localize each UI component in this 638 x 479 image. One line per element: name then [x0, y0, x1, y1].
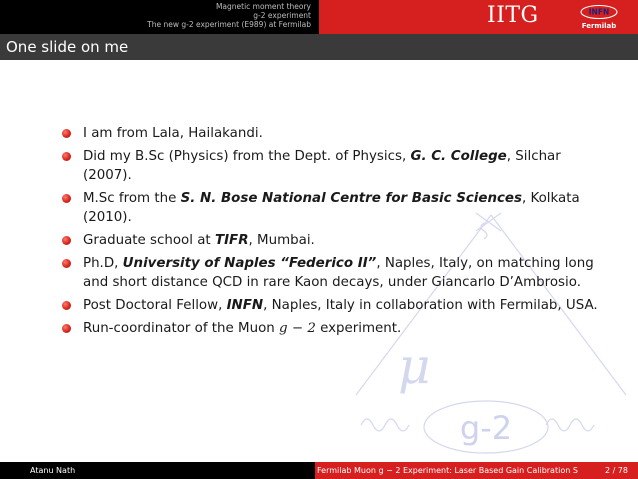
bullet-icon: [62, 129, 71, 138]
list-item: Post Doctoral Fellow, INFN, Naples, Italy in collaboration with Fermilab, USA.: [62, 296, 602, 315]
footline: [0, 462, 638, 479]
bullet-icon: [62, 259, 71, 268]
math-g-minus-2: g − 2: [279, 321, 316, 336]
footer-title-box: [315, 462, 638, 479]
list-item: Ph.D, University of Naples “Federico II”, Naples, Italy, on matching long and short distance QCD in rare Kaon decays, under Giancarlo D’Ambrosio.: [62, 254, 602, 292]
bullet-list: [62, 124, 602, 342]
list-item: I am from Lala, Hailakandi.: [62, 124, 602, 143]
svg-text:g-2: g-2: [459, 409, 513, 447]
headline: [0, 0, 638, 34]
footer-author-box: [0, 462, 315, 479]
nav-section-new-g2-experiment[interactable]: The new g-2 experiment (E989) at Fermilab: [147, 20, 311, 29]
section-navigation: [0, 0, 319, 34]
bullet-icon: [62, 152, 71, 161]
frame-title-bar: [0, 34, 638, 60]
svg-text:μ: μ: [398, 337, 431, 395]
list-item: Graduate school at TIFR, Mumbai.: [62, 231, 602, 250]
svg-text:Fermilab: Fermilab: [581, 22, 617, 30]
bullet-icon: [62, 301, 71, 310]
bullet-icon: [62, 324, 71, 333]
bullet-icon: [62, 194, 71, 203]
list-item: Run-coordinator of the Muon g − 2 experiment.: [62, 319, 602, 338]
footer-author: Atanu Nath: [30, 466, 76, 475]
frame-title: One slide on me: [6, 38, 129, 56]
nav-section-g2-experiment[interactable]: g-2 experiment: [253, 11, 311, 20]
infn-fermilab-logo-icon: [571, 3, 627, 31]
svg-text:INFN: INFN: [588, 7, 610, 17]
footer-short-title: Fermilab Muon g − 2 Experiment: Laser Based Gain Calibration S: [317, 466, 578, 475]
list-item: Did my B.Sc (Physics) from the Dept. of Physics, G. C. College, Silchar (2007).: [62, 147, 602, 185]
bullet-icon: [62, 236, 71, 245]
list-item: M.Sc from the S. N. Bose National Centre for Basic Sciences, Kolkata (2010).: [62, 189, 602, 227]
brand-text: IITG: [487, 3, 539, 28]
headline-brand-area: [319, 0, 638, 34]
page-number: 2 / 78: [599, 466, 628, 475]
nav-section-magnetic-moment-theory[interactable]: Magnetic moment theory: [215, 2, 311, 11]
